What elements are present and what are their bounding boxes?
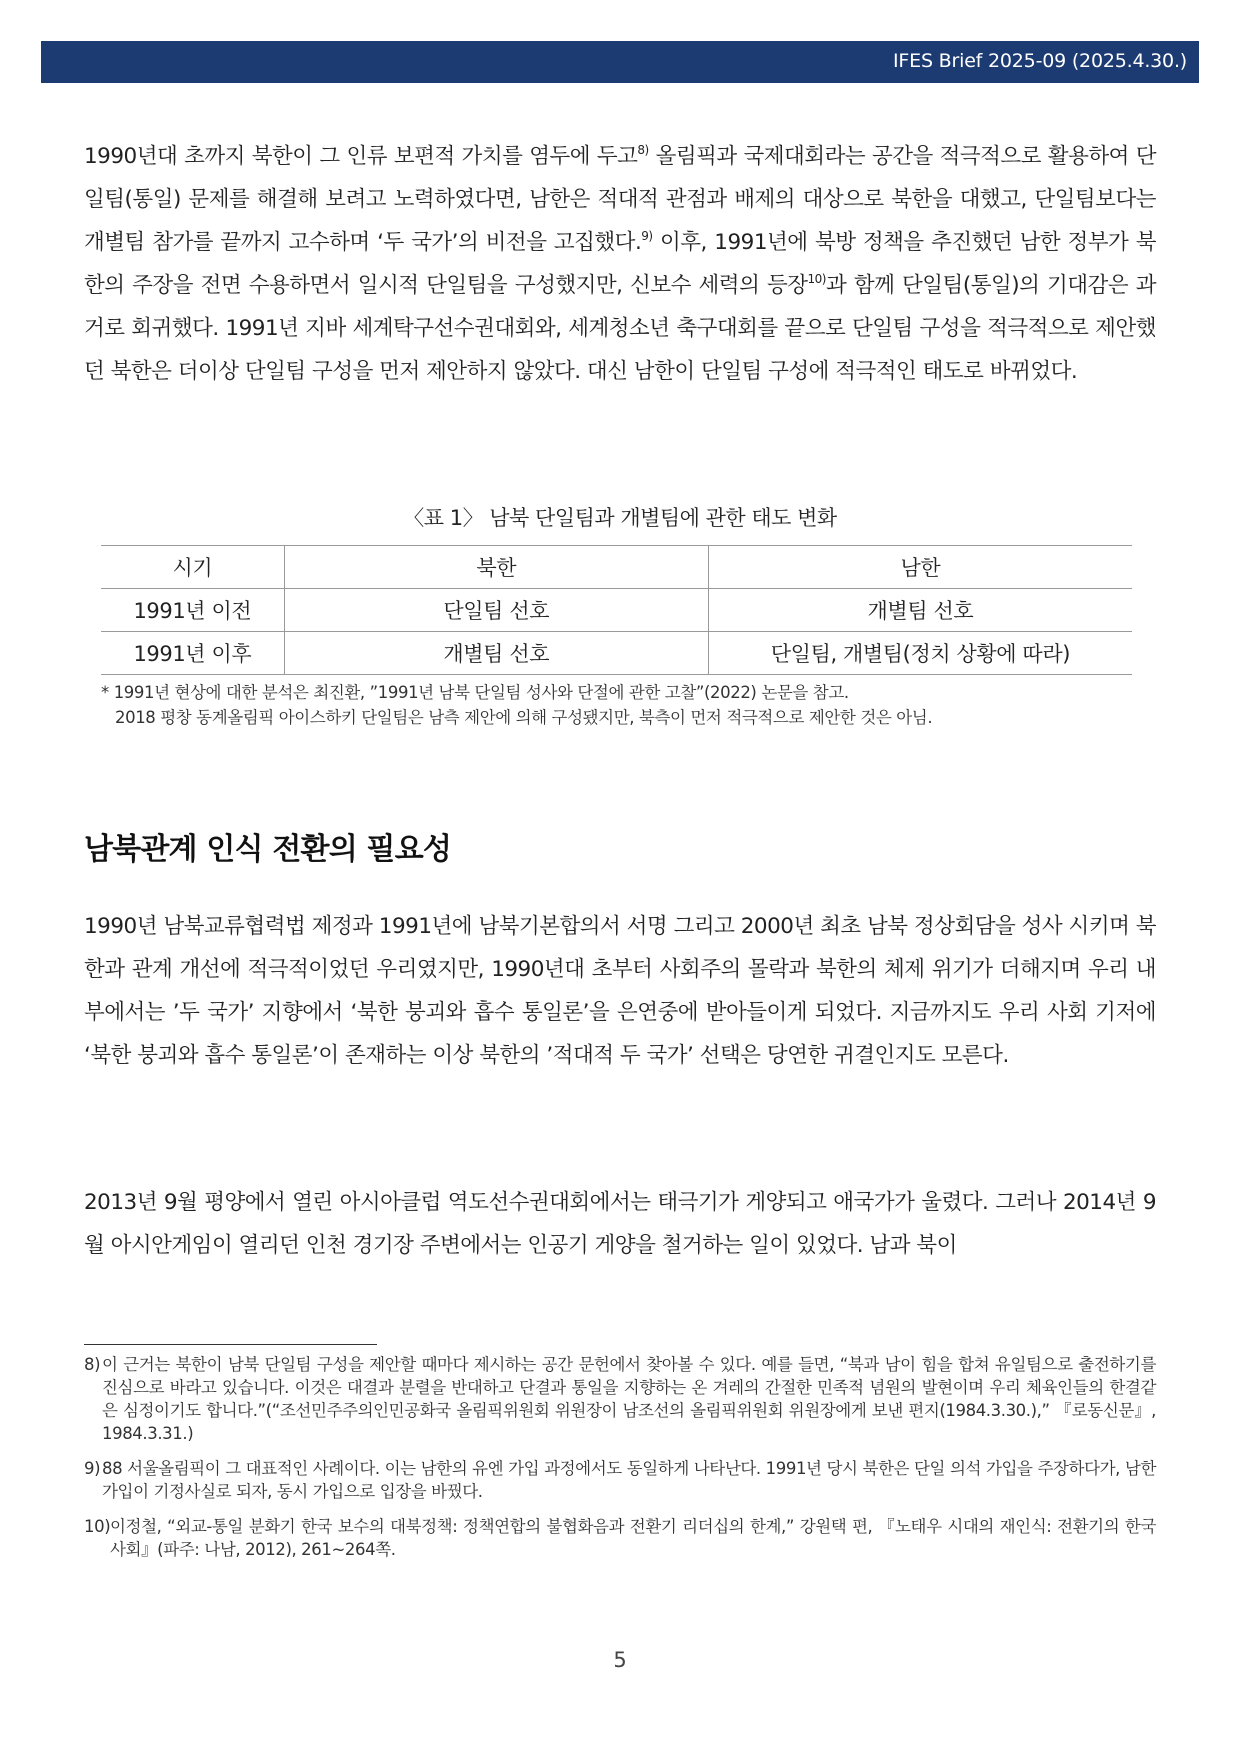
table-header-cell: 시기 xyxy=(101,546,284,589)
paragraph-1 xyxy=(84,135,1156,393)
footnote-ref-10[interactable]: 10) xyxy=(807,272,826,286)
paragraph-1-part-4: 과 함께 단일팀(통일)의 기대감은 과거로 회귀했다. 1991년 지바 세계탁구선수권대회와, 세계청소년 축구대회를 끝으로 단일팀 구성을 적극적으로 제안했던 북한은 더이상 단일팀 구성을 먼저 제안하지 않았다. 대신 남한이 단일팀 구성에 적극적인 태도로 바뀌었다. xyxy=(84,273,1156,384)
footnote-8 xyxy=(84,1353,1156,1445)
section-heading: 남북관계 인식 전환의 필요성 xyxy=(84,832,452,867)
table-cell: 1991년 이전 xyxy=(101,589,284,632)
footnote-number: 10) xyxy=(84,1517,111,1536)
table-header-cell: 남한 xyxy=(708,546,1132,589)
footnote-number: 8) xyxy=(84,1355,101,1374)
table-note xyxy=(101,680,1161,730)
footnote-divider xyxy=(84,1344,377,1345)
footnote-text: 이 근거는 북한이 남북 단일팀 구성을 제안할 때마다 제시하는 공간 문헌에서 찾아볼 수 있다. 예를 들면, “북과 남이 힘을 합쳐 유일팀으로 출전하기를 진심으로 바라고 있습니다. 이것은 대결과 분렬을 반대하고 단결과 통일을 지향하는 온 겨레의 간절한 민족적 념원의 발현이며 우리 체육인들의 한결같은 심정이기도 합니다.”(“조선민주주의인민공화국 올림픽위원회 위원장이 남조선의 올림픽위원회 위원장에게 보낸 편지(1984.3.30.),” 『로동신문』, 1984.3.31.) xyxy=(102,1355,1156,1443)
table-caption: 〈표 1〉 남북 단일팀과 개별팀에 관한 태도 변화 xyxy=(403,506,837,530)
paragraph-1-part-3: 이후, 1991년에 북방 정책을 추진했던 남한 정부가 북한의 주장을 전면 수용하면서 일시적 단일팀을 구성했지만, 신보수 세력의 등장 xyxy=(84,230,1156,298)
table-header-row xyxy=(101,546,1132,589)
paragraph-1-part-2: 올림픽과 국제대회라는 공간을 적극적으로 활용하여 단일팀(통일) 문제를 해결해 보려고 노력하였다면, 남한은 적대적 관점과 배제의 대상으로 북한을 대했고, 단일팀보다는 개별팀 참가를 끝까지 고수하며 ‘두 국가’의 비전을 고집했다. xyxy=(84,144,1156,255)
table-cell: 1991년 이후 xyxy=(101,632,284,675)
header-title: IFES Brief 2025-09 (2025.4.30.) xyxy=(893,50,1187,72)
table-note-line: 2018 평창 동계올림픽 아이스하키 단일팀은 남측 제안에 의해 구성됐지만, 북측이 먼저 적극적으로 제안한 것은 아님. xyxy=(115,708,933,727)
paragraph-3: 2013년 9월 평양에서 열린 아시아클럽 역도선수권대회에서는 태극기가 게양되고 애국가가 울렸다. 그러나 2014년 9월 아시안게임이 열리던 인천 경기장 주변에서는 인공기 게양을 철거하는 일이 있었다. 남과 북이 xyxy=(84,1190,1156,1258)
table-note-line: * 1991년 현상에 대한 분석은 최진환, ”1991년 남북 단일팀 성사와 단절에 관한 고찰”(2022) 논문을 참고. xyxy=(101,683,849,702)
table-row xyxy=(101,632,1132,675)
footnote-ref-8[interactable]: 8) xyxy=(637,143,649,157)
attitude-table xyxy=(101,545,1132,675)
header-bar xyxy=(41,41,1199,83)
table-cell: 개별팀 선호 xyxy=(284,632,708,675)
footnote-text: 이정철, “외교-통일 분화기 한국 보수의 대북정책: 정책연합의 불협화음과 전환기 리더십의 한계,” 강원택 편, 『노태우 시대의 재인식: 전환기의 한국 사회』(파주: 나남, 2012), 261~264쪽. xyxy=(110,1517,1156,1559)
table-row xyxy=(101,589,1132,632)
footnote-ref-9[interactable]: 9) xyxy=(641,229,653,243)
footnotes xyxy=(84,1353,1156,1573)
table-cell: 개별팀 선호 xyxy=(708,589,1132,632)
footnote-10 xyxy=(84,1515,1156,1561)
table-cell: 단일팀, 개별팀(정치 상황에 따라) xyxy=(708,632,1132,675)
footnote-number: 9) xyxy=(84,1459,101,1478)
table-header-cell: 북한 xyxy=(284,546,708,589)
paragraph-1-part-1: 1990년대 초까지 북한이 그 인류 보편적 가치를 염두에 두고 xyxy=(84,144,638,169)
paragraph-2: 1990년 남북교류협력법 제정과 1991년에 남북기본합의서 서명 그리고 2000년 최초 남북 정상회담을 성사 시키며 북한과 관계 개선에 적극적이었던 우리였지만, 1990년대 초부터 사회주의 몰락과 북한의 체제 위기가 더해지며 우리 내부에서는 ’두 국가’ 지향에서 ‘북한 붕괴와 흡수 통일론’을 은연중에 받아들이게 되었다. 지금까지도 우리 사회 기저에 ‘북한 붕괴와 흡수 통일론’이 존재하는 이상 북한의 ’적대적 두 국가’ 선택은 당연한 귀결인지도 모른다. xyxy=(84,914,1156,1068)
footnote-9 xyxy=(84,1457,1156,1503)
footnote-text: 88 서울올림픽이 그 대표적인 사례이다. 이는 남한의 유엔 가입 과정에서도 동일하게 나타난다. 1991년 당시 북한은 단일 의석 가입을 주장하다가, 남한 가입이 기정사실로 되자, 동시 가입으로 입장을 바꿨다. xyxy=(102,1459,1156,1501)
table-cell: 단일팀 선호 xyxy=(284,589,708,632)
page-number: 5 xyxy=(613,1648,627,1672)
